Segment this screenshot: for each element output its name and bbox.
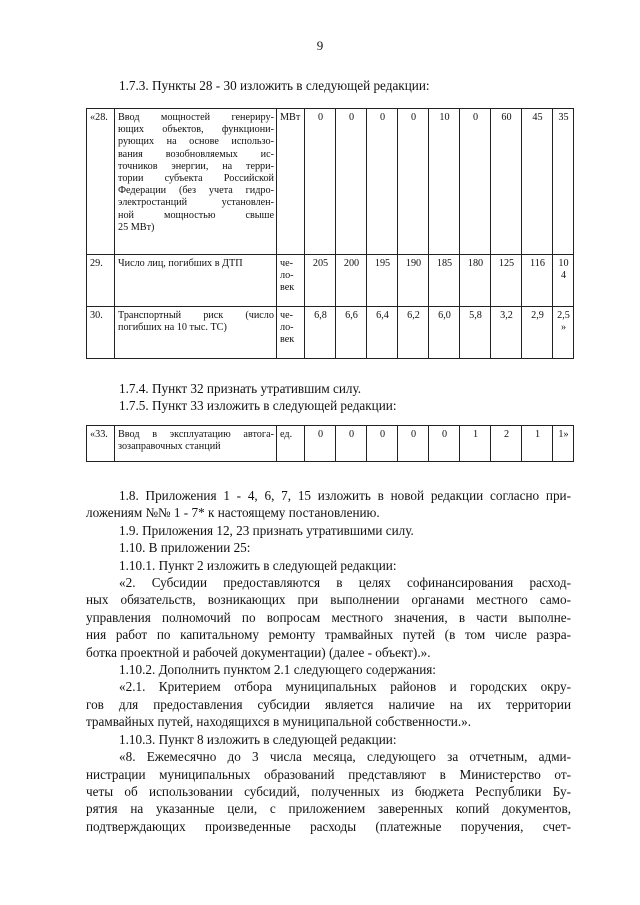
value-cell: 0 xyxy=(305,109,336,255)
value-cell: 6,4 xyxy=(367,307,398,359)
value-cell: 116 xyxy=(522,255,553,307)
indicator-name-line: 25 МВт) xyxy=(118,221,155,233)
paragraph-1-9: 1.9. Приложения 12, 23 признать утратившими силу. xyxy=(119,522,414,538)
value-cell: 0 xyxy=(336,109,367,255)
indicator-name-line: Федерации (без учета гидро- xyxy=(118,185,274,197)
indicator-name-line: электростанций установлен- xyxy=(118,197,274,209)
text-line: «8. Ежемесячно до 3 числа месяца, следующего за отчетным, адми- xyxy=(119,749,571,765)
text-line: «2.1. Критерием отбора муниципальных районов и городских окру- xyxy=(119,679,571,695)
indicator-name-cell xyxy=(115,426,277,462)
table-row xyxy=(87,426,574,462)
value-cell: 195 xyxy=(367,255,398,307)
indicator-name-cell xyxy=(115,307,277,359)
indicator-name-line: ющих объектов, функциони- xyxy=(118,124,274,136)
indicator-name-line: Транспортный риск (число xyxy=(118,310,274,321)
unit-cell xyxy=(277,426,305,462)
value-cell: 125 xyxy=(491,255,522,307)
value-cell: 205 xyxy=(305,255,336,307)
unit-line: МВт xyxy=(280,112,301,123)
paragraph-1-10: 1.10. В приложении 25: xyxy=(119,540,251,556)
text-line: нистрации муниципальных образований представляют в Министерство от- xyxy=(86,766,571,782)
value-cell: 0 xyxy=(336,426,367,462)
unit-line: век xyxy=(280,282,295,294)
value-cell: 1 xyxy=(460,426,491,462)
unit-line: че- xyxy=(280,310,294,321)
table-row xyxy=(87,109,574,255)
text-line: подтверждающих произведенные расходы (платежные поручения, счет- xyxy=(86,818,571,834)
text-line: трамвайных путей, находящихся в муниципальной собственности.». xyxy=(86,714,472,730)
indicators-table-1 xyxy=(86,108,574,359)
value-cell: 104 xyxy=(553,255,574,307)
value-cell: 2,5» xyxy=(553,307,574,359)
paragraph-1-8 xyxy=(86,487,571,835)
value-cell: 0 xyxy=(367,109,398,255)
text-line: ных обязательств, возникающих при выполнении органами местного само- xyxy=(86,592,571,608)
indicator-name-line: вания возобновляемых ис- xyxy=(118,148,274,160)
value-cell: 2 xyxy=(491,426,522,462)
value-cell: 6,8 xyxy=(305,307,336,359)
value-cell: 6,0 xyxy=(429,307,460,359)
paragraph-1-10-2: 1.10.2. Дополнить пунктом 2.1 следующего содержания: xyxy=(119,662,436,678)
indicator-name-line: точников энергии, на терри- xyxy=(118,160,274,172)
unit-cell xyxy=(277,307,305,359)
text-line: «2. Субсидии предоставляются в целях софинансирования расход- xyxy=(119,575,571,591)
unit-line: век xyxy=(280,334,295,346)
value-cell: 0 xyxy=(305,426,336,462)
text-line: управления полномочий по вопросам местного значения, в части выполне- xyxy=(86,609,571,625)
value-cell: 1 xyxy=(522,426,553,462)
row-number-cell: «28. xyxy=(87,109,115,255)
value-cell: 5,8 xyxy=(460,307,491,359)
row-number-cell: 29. xyxy=(87,255,115,307)
table-row xyxy=(87,307,574,359)
section-1-7-5: 1.7.5. Пункт 33 изложить в следующей редакции: xyxy=(119,398,397,413)
unit-cell xyxy=(277,109,305,255)
text-line: гов для предоставления субсидии является наличие на их территории xyxy=(86,696,571,712)
section-1-7-3: 1.7.3. Пункты 28 - 30 изложить в следующей редакции: xyxy=(119,78,430,93)
indicator-name-cell xyxy=(115,109,277,255)
value-cell: 6,6 xyxy=(336,307,367,359)
text-line: 1.8. Приложения 1 - 4, 6, 7, 15 изложить в новой редакции согласно при- xyxy=(119,488,571,503)
paragraph-1-10-1: 1.10.1. Пункт 2 изложить в следующей редакции: xyxy=(119,557,397,573)
value-cell: 0 xyxy=(398,426,429,462)
table-row xyxy=(87,255,574,307)
value-cell: 0 xyxy=(429,426,460,462)
value-cell: 60 xyxy=(491,109,522,255)
value-cell: 200 xyxy=(336,255,367,307)
value-cell: 0 xyxy=(367,426,398,462)
page-number: 9 xyxy=(316,38,324,53)
indicator-name-line: ной мощностью свыше xyxy=(118,209,274,221)
value-cell: 3,2 xyxy=(491,307,522,359)
indicator-name-line: Ввод в эксплуатацию автога- xyxy=(118,429,274,440)
value-cell: 0 xyxy=(398,109,429,255)
text-line: ложениям №№ 1 - 7* к настоящему постановлению. xyxy=(86,505,380,521)
indicator-name-line: Число лиц, погибших в ДТП xyxy=(118,258,243,269)
unit-line: ло- xyxy=(280,270,294,282)
row-number-cell: «33. xyxy=(87,426,115,462)
paragraph-1-10-3: 1.10.3. Пункт 8 изложить в следующей редакции: xyxy=(119,731,397,747)
text-line: ния работ по капитальному ремонту трамвайных путей (в том числе разра- xyxy=(86,627,571,643)
section-1-7-4: 1.7.4. Пункт 32 признать утратившим силу. xyxy=(119,381,362,396)
unit-line: ло- xyxy=(280,322,294,334)
indicator-name-line: погибших на 10 тыс. ТС) xyxy=(118,322,227,334)
value-cell: 0 xyxy=(460,109,491,255)
value-cell: 10 xyxy=(429,109,460,255)
value-cell: 35 xyxy=(553,109,574,255)
unit-line: ед. xyxy=(280,429,293,440)
text-line: рятия на указанные цели, с приложением заверенных копий документов, xyxy=(86,801,571,817)
indicator-name-line: тории субъекта Российской xyxy=(118,173,274,185)
row-number-cell: 30. xyxy=(87,307,115,359)
value-cell: 180 xyxy=(460,255,491,307)
text-line: четы об использовании субсидий, полученных из бюджета Республики Бу- xyxy=(86,783,571,799)
text-line: ботка проектной и рабочей документации) (далее - объект).». xyxy=(86,644,431,660)
value-cell: 2,9 xyxy=(522,307,553,359)
value-cell: 6,2 xyxy=(398,307,429,359)
value-cell: 190 xyxy=(398,255,429,307)
indicator-name-line: зозаправочных станций xyxy=(118,441,221,453)
indicators-table-2 xyxy=(86,425,574,462)
value-cell: 1» xyxy=(553,426,574,462)
value-cell: 185 xyxy=(429,255,460,307)
indicator-name-cell xyxy=(115,255,277,307)
unit-cell xyxy=(277,255,305,307)
unit-line: че- xyxy=(280,258,294,269)
value-cell: 45 xyxy=(522,109,553,255)
indicator-name-line: Ввод мощностей генериру- xyxy=(118,112,274,123)
indicator-name-line: рующих на основе использо- xyxy=(118,136,274,148)
